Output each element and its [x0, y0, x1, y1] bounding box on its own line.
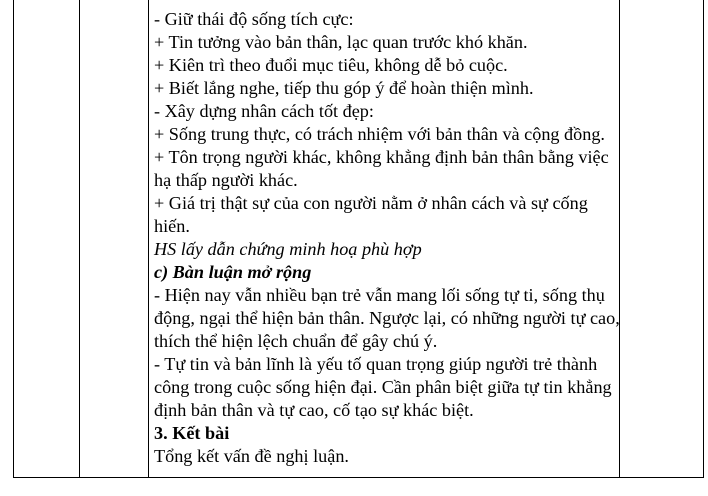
text-line: Tổng kết vấn đề nghị luận. [154, 446, 349, 466]
text-line: - Giữ thái độ sống tích cực: [154, 9, 354, 29]
text-line: định bản thân và tự cao, cố tạo sự khác biệt. [154, 400, 474, 420]
text-line: + Biết lắng nghe, tiếp thu góp ý để hoàn thiện mình. [154, 78, 534, 98]
text-line: - Xây dựng nhân cách tốt đẹp: [154, 101, 374, 121]
text-line: thích thể hiện lệch chuẩn để gây chú ý. [154, 331, 438, 351]
table-row [14, 0, 704, 478]
score-cell [620, 0, 704, 478]
text-line: - Tự tin và bản lĩnh là yếu tố quan trọng giúp người trẻ thành [154, 354, 598, 374]
text-line: - Hiện nay vẫn nhiều bạn trẻ vẫn mang lối sống tự ti, sống thụ [154, 285, 605, 305]
text-line: + Tin tưởng vào bản thân, lạc quan trước khó khăn. [154, 32, 528, 52]
item-cell [80, 0, 149, 478]
evidence-note: HS lấy dẫn chứng minh hoạ phù hợp [154, 239, 422, 259]
text-line: hiến. [154, 216, 190, 236]
content-cell [149, 0, 620, 478]
text-line: + Tôn trọng người khác, không khẳng định bản thân bằng việc [154, 147, 609, 167]
text-line: hạ thấp người khác. [154, 170, 298, 190]
section-heading-discussion: c) Bàn luận mở rộng [154, 262, 312, 282]
section-cell [14, 0, 80, 478]
section-heading-conclusion: 3. Kết bài [154, 423, 230, 443]
text-line: + Sống trung thực, có trách nhiệm với bản thân và cộng đồng. [154, 124, 605, 144]
text-line: công trong cuộc sống hiện đại. Cần phân biệt giữa tự tin khẳng [154, 377, 612, 397]
text-line: + Kiên trì theo đuổi mục tiêu, không dễ bỏ cuộc. [154, 55, 508, 75]
content-text [149, 0, 619, 477]
text-line: + Giá trị thật sự của con người nằm ở nhân cách và sự cống [154, 193, 588, 213]
text-line: động, ngại thể hiện bản thân. Ngược lại, có những người tự cao, [154, 308, 620, 328]
answer-table [13, 0, 704, 478]
